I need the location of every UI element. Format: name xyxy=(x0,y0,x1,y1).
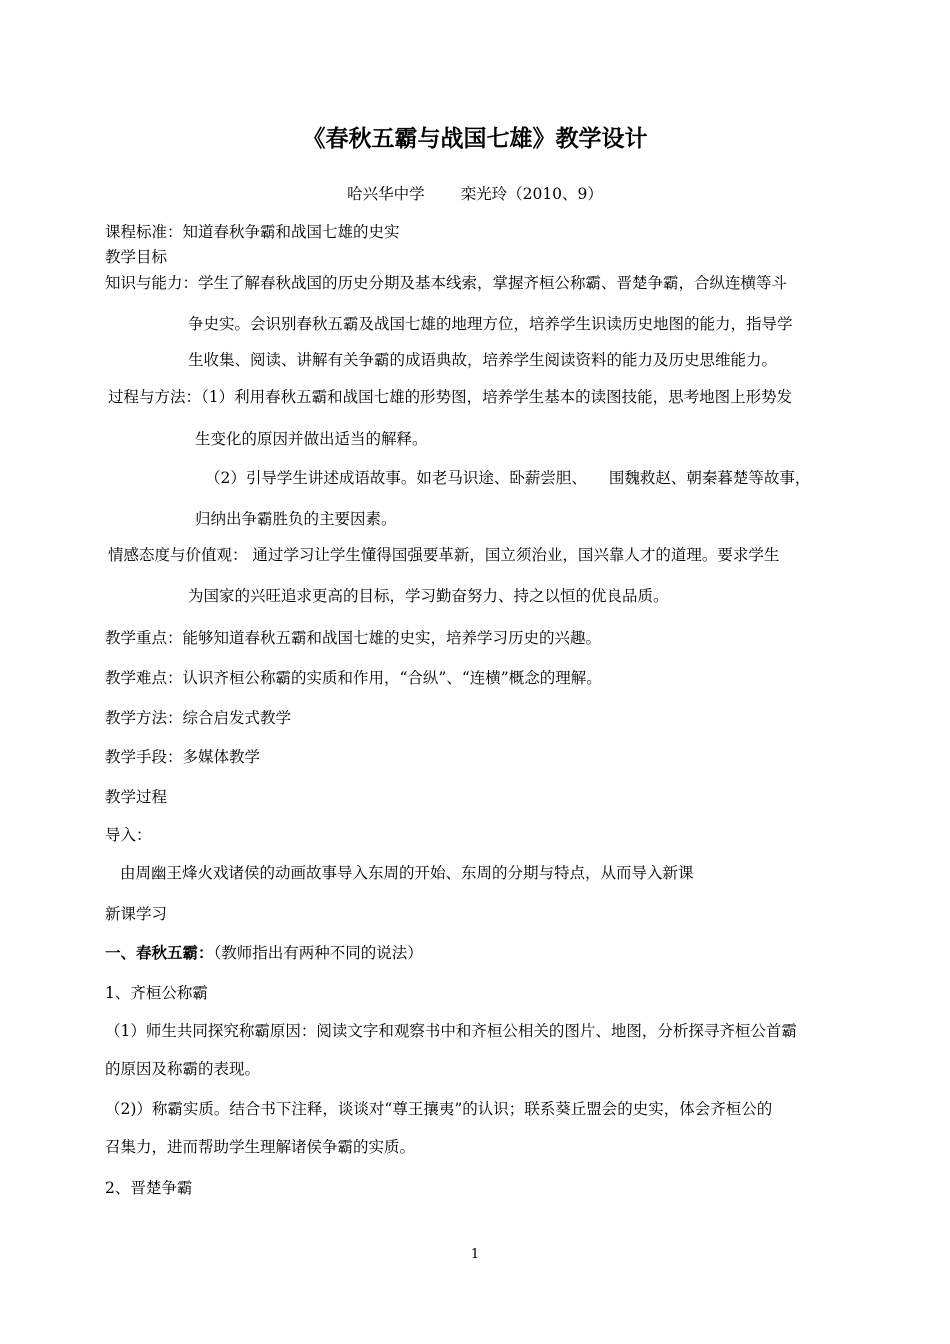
teaching-method: 教学方法：综合启发式教学 xyxy=(105,709,292,727)
knowledge-line-2: 争史实。会识别春秋五霸及战国七雄的地理方位，培养学生识读历史地图的能力，指导学 xyxy=(188,315,793,333)
section-1-heading-note: （教师指出有两种不同的说法） xyxy=(213,944,423,962)
document-title: 《春秋五霸与战国七雄》教学设计 xyxy=(302,125,648,152)
item-1-paragraph-1-line-2: 的原因及称霸的表现。 xyxy=(105,1060,261,1078)
process-line-3-part-b: 围魏救赵、朝秦暮楚等故事， xyxy=(608,469,811,487)
difficulty: 教学难点：认识齐桓公称霸的实质和作用，“合纵”、“连横”概念的理解。 xyxy=(105,669,602,687)
item-1-paragraph-2-line-1: （2)）称霸实质。结合书下注释，谈谈对“尊王攘夷”的认识；联系葵丘盟会的史实，体会齐桓公的 xyxy=(105,1100,773,1118)
intro-text: 由周幽王烽火戏诸侯的动画故事导入东周的开始、东周的分期与特点，从而导入新课 xyxy=(120,864,694,882)
knowledge-line-3: 生收集、阅读、讲解有关争霸的成语典故，培养学生阅读资料的能力及历史思维能力。 xyxy=(188,351,778,369)
attitude-line-2: 为国家的兴旺追求更高的目标，学习勤奋努力、持之以恒的优良品质。 xyxy=(188,587,669,605)
byline xyxy=(0,184,950,204)
item-1-paragraph-1-line-1: （1）师生共同探究称霸原因：阅读文字和观察书中和齐桓公相关的图片、地图，分析探寻齐桓公首霸 xyxy=(105,1022,797,1040)
item-1-heading: 1、齐桓公称霸 xyxy=(105,984,208,1002)
key-point: 教学重点：能够知道春秋五霸和战国七雄的史实，培养学习历史的兴趣。 xyxy=(105,629,602,647)
process-heading: 教学过程 xyxy=(105,788,168,806)
attitude-line-1: 情感态度与价值观： 通过学习让学生懂得国强要革新，国立须治业，国兴靠人才的道理。要求学生 xyxy=(108,546,780,564)
process-line-3-part-a: （2）引导学生讲述成语故事。如老马识途、卧薪尝胆、 xyxy=(205,469,587,487)
byline-author-date: 栾光玲（2010、9） xyxy=(460,185,603,203)
curriculum-standard: 课程标准：知道春秋争霸和战国七雄的史实 xyxy=(105,223,400,241)
process-line-4: 归纳出争霸胜负的主要因素。 xyxy=(195,510,397,528)
process-line-2: 生变化的原因并做出适当的解释。 xyxy=(195,430,428,448)
objectives-heading: 教学目标 xyxy=(105,248,168,266)
byline-school: 哈兴华中学 xyxy=(347,185,425,203)
knowledge-line-1: 知识与能力：学生了解春秋战国的历史分期及基本线索，掌握齐桓公称霸、晋楚争霸，合纵连横等斗 xyxy=(105,274,788,292)
process-line-3 xyxy=(205,468,810,488)
teaching-means: 教学手段：多媒体教学 xyxy=(105,748,261,766)
process-line-1: 过程与方法：（1）利用春秋五霸和战国七雄的形势图，培养学生基本的读图技能，思考地图上形势发 xyxy=(108,388,793,406)
intro-heading: 导入： xyxy=(105,826,152,844)
section-1-heading-bold: 一、春秋五霸： xyxy=(105,943,214,962)
item-2-heading: 2、晋楚争霸 xyxy=(105,1179,193,1197)
section-1-heading xyxy=(105,943,423,963)
page-number: 1 xyxy=(470,1247,480,1262)
item-1-paragraph-2-line-2: 召集力，进而帮助学生理解诸侯争霸的实质。 xyxy=(105,1138,416,1156)
new-lesson-heading: 新课学习 xyxy=(105,905,168,923)
